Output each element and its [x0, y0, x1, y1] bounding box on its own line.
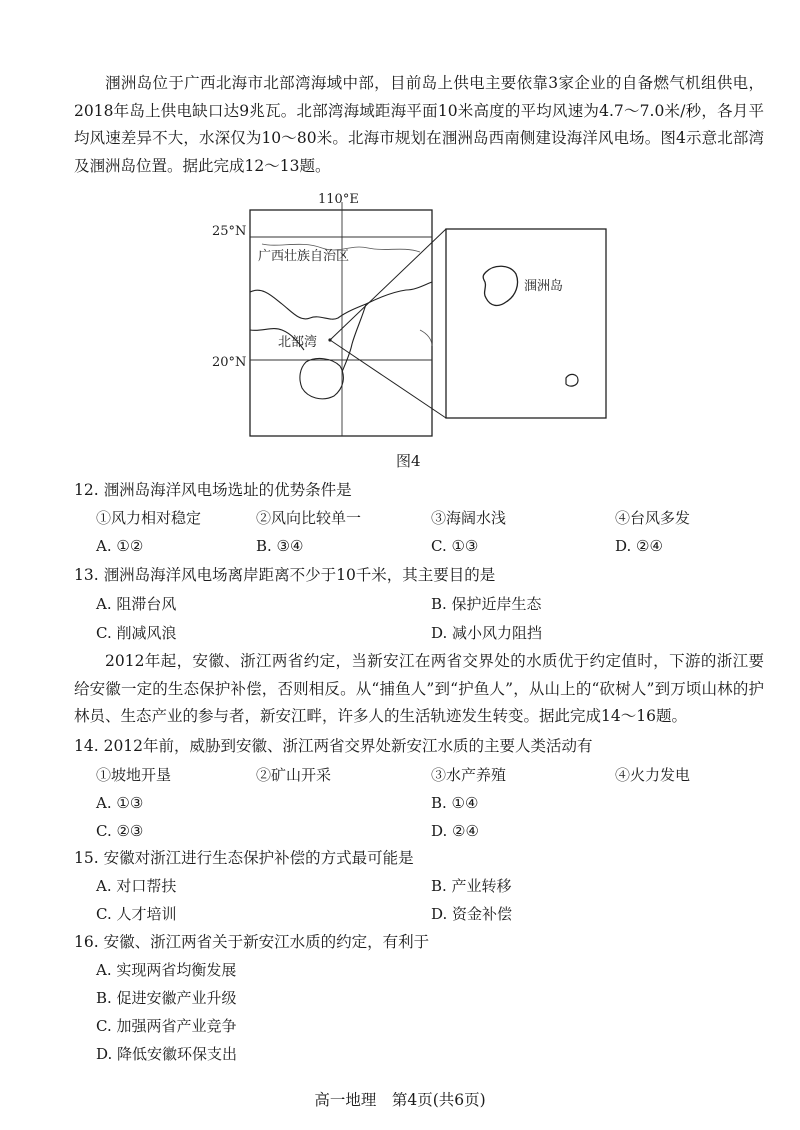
q14-item-4: ④火力发电 [615, 766, 691, 784]
q15-choice-d: D. 资金补偿 [431, 905, 513, 923]
q13-choice-c: C. 削减风浪 [96, 624, 177, 642]
q13-choice-d: D. 减小风力阻挡 [431, 624, 543, 642]
page-footer: 高一地理 第4页(共6页) [314, 1091, 486, 1109]
q16-choice-d: D. 降低安徽环保支出 [96, 1045, 238, 1063]
q14-choice-c: C. ②③ [96, 822, 144, 840]
q14-stem: 14. 2012年前，威胁到安徽、浙江两省交界处新安江水质的主要人类活动有 [74, 737, 593, 755]
q13-choice-b: B. 保护近岸生态 [431, 595, 542, 613]
q12-choice-a: A. ①② [96, 537, 144, 555]
q15-choice-b: B. 产业转移 [431, 877, 512, 895]
q12-choice-c: C. ①③ [431, 537, 479, 555]
q14-item-3: ③水产养殖 [431, 766, 507, 784]
hainan-outline [300, 359, 343, 399]
q15-stem: 15. 安徽对浙江进行生态保护补偿的方式最可能是 [74, 849, 414, 867]
coastline-east [420, 330, 432, 346]
q16-choice-c: C. 加强两省产业竞争 [96, 1017, 237, 1035]
q12-item-2: ②风向比较单一 [256, 509, 362, 527]
q13-choice-a: A. 阻滞台风 [96, 595, 177, 613]
gulf-label: 北部湾 [278, 335, 318, 350]
q14-choice-d: D. ②④ [431, 822, 479, 840]
q12-item-1: ①风力相对稳定 [96, 509, 202, 527]
q12-stem: 12. 涠洲岛海洋风电场选址的优势条件是 [74, 481, 352, 499]
passage-xinanjiang: 2012年起，安徽、浙江两省约定，当新安江在两省交界处的水质优于约定值时，下游的浙江要给安徽一定的生态保护补偿，否则相反。从“捕鱼人”到“护鱼人”，从山上的“砍树人”到万顷山林的护林员、生态产业的参与者，新安江畔，许多人的生活轨迹发生转变。据此完成14～16题。 [74, 652, 764, 725]
q12-item-4: ④台风多发 [615, 509, 691, 527]
callout-line-top [330, 229, 446, 340]
callout-line-bottom [330, 340, 446, 418]
island-label: 涠洲岛 [524, 279, 564, 294]
q13-stem: 13. 涠洲岛海洋风电场离岸距离不少于10千米，其主要目的是 [74, 566, 496, 584]
passage-weizhou: 涠洲岛位于广西北海市北部湾海域中部，目前岛上供电主要依靠3家企业的自备燃气机组供电，2018年岛上供电缺口达9兆瓦。北部湾海域距海平面10米高度的平均风速为4.7～7.0米/秒，各月平均风速差异不大，水深仅为10～80米。北海市规划在涠洲岛西南侧建设海洋风电场。图4示意北部湾及涠洲岛位置。据此完成12～13题。 [74, 74, 764, 175]
lat-label-top: 25°N [212, 224, 247, 239]
q14-item-1: ①坡地开垦 [96, 766, 172, 784]
q12-item-3: ③海阔水浅 [431, 509, 507, 527]
q16-choice-a: A. 实现两省均衡发展 [96, 961, 237, 979]
main-map-frame [250, 210, 432, 436]
q14-choice-a: A. ①③ [96, 794, 144, 812]
q14-choice-b: B. ①④ [431, 794, 479, 812]
q16-stem: 16. 安徽、浙江两省关于新安江水质的约定，有利于 [74, 933, 430, 951]
q12-choice-d: D. ②④ [615, 537, 663, 555]
q15-choice-c: C. 人才培训 [96, 905, 177, 923]
lat-label-bottom: 20°N [212, 355, 247, 370]
weizhou-island-outline [483, 266, 517, 305]
inset-frame [446, 229, 606, 418]
region-label: 广西壮族自治区 [258, 249, 350, 264]
xieyang-island-outline [566, 374, 578, 386]
q16-choice-b: B. 促进安徽产业升级 [96, 989, 237, 1007]
figure-caption: 图4 [396, 452, 421, 470]
lon-label: 110°E [318, 192, 359, 207]
q15-choice-a: A. 对口帮扶 [96, 877, 177, 895]
q12-choice-b: B. ③④ [256, 537, 304, 555]
q14-item-2: ②矿山开采 [256, 766, 332, 784]
coastline-north [250, 282, 432, 319]
